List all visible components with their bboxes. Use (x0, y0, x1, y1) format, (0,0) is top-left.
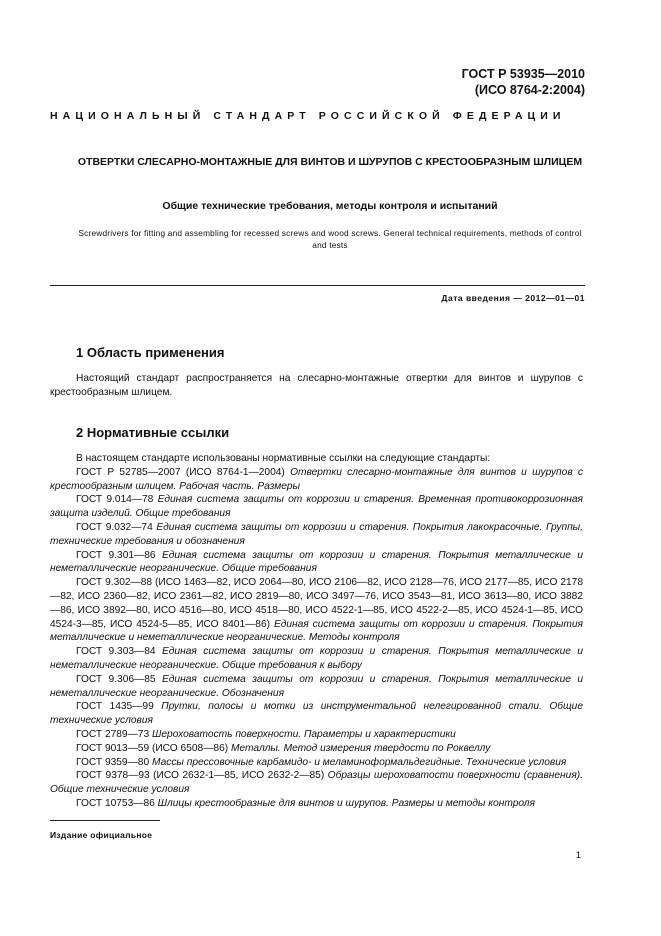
reference-item (50, 769, 583, 797)
reference-code: ГОСТ 9.014—78 (76, 494, 154, 506)
reference-title: Единая система защиты от коррозии и старения. Покрытия металлические и неметаллические неорганические. Обозначения (50, 673, 584, 699)
reference-code: ГОСТ 9.302—88 (ИСО 1463—82, ИСО 2064—80, ИСО 2106—82, ИСО 2128—76, ИСО 2177—85, ИСО 2178—82, ИСО 2360—82, ИСО 2361—82, ИСО 2819—80, ИСО 3497—76, ИСО 3543—81, ИСО 3613—80, ИСО 3882—86, ИСО 3892—80, ИСО 4516—80, ИСО 4518—80, ИСО 4522-1—85, ИСО 4522-2—85, ИСО 4524-1—85, ИСО 4524-3—85, ИСО 4524-5—85, ИСО 8401—86) (50, 577, 583, 630)
introduction-date: Дата введения — 2012—01—01 (441, 293, 585, 303)
reference-item (50, 797, 583, 811)
national-standard-heading: НАЦИОНАЛЬНЫЙ СТАНДАРТ РОССИЙСКОЙ ФЕДЕРАЦИИ (50, 110, 566, 122)
reference-title: Единая система защиты от коррозии и старения. Покрытия металлические и неметаллические неорганические. Общие требования (50, 549, 584, 575)
reference-item (50, 521, 583, 549)
reference-item (50, 576, 583, 645)
reference-title: Прутки, полосы и мотки из инструментальной нелегированной стали. Общие технические условия (50, 701, 583, 727)
section-2-intro: В настоящем стандарте использованы нормативные ссылки на следующие стандарты: (76, 453, 491, 464)
reference-title: Образцы шероховатости поверхности (сравнения). Общие технические условия (50, 770, 583, 796)
reference-item (50, 728, 583, 742)
reference-item (50, 466, 583, 494)
reference-item (50, 700, 583, 728)
reference-title: Шлицы крестообразные для винтов и шурупов. Размеры и методы контроля (157, 797, 535, 809)
reference-item (50, 673, 583, 701)
reference-title: Массы прессовочные карбамидо- и меламиноформальдегидные. Технические условия (151, 756, 567, 768)
reference-title: Единая система защиты от коррозии и старения. Временная противокоррозионная защита изделий. Общие требования (50, 494, 583, 520)
reference-item (50, 549, 583, 577)
reference-code: ГОСТ 9013—59 (ИСО 6508—86) (76, 742, 229, 754)
reference-title: Отвертки слесарно-монтажные для винтов и шурупов с крестообразным шлицем. Рабочая часть. Размеры (50, 466, 583, 492)
footer-divider (50, 820, 160, 821)
reference-item (50, 756, 583, 770)
section-1-text: Настоящий стандарт распространяется на слесарно-монтажные отвертки для винтов и шурупов с крестообразным шлицем. (50, 373, 583, 398)
reference-code: ГОСТ 10753—86 (76, 797, 155, 809)
reference-code: ГОСТ 2789—73 (76, 728, 150, 740)
section-1-heading: 1 Область применения (76, 345, 225, 360)
section-1-body (50, 372, 583, 400)
english-title: Screwdrivers for fitting and assembling for recessed screws and wood screws. General technical requirements, methods of control and tests (78, 228, 582, 250)
title-divider (50, 285, 585, 286)
reference-code: ГОСТ 1435—99 (76, 701, 154, 713)
document-subtitle: Общие технические требования, методы контроля и испытаний (162, 200, 498, 212)
reference-code: ГОСТ 9.306—85 (76, 673, 156, 685)
section-2-body (50, 452, 583, 811)
reference-code: ГОСТ 9359—80 (76, 756, 150, 768)
official-edition-label: Издание официальное (50, 830, 153, 840)
iso-number: (ИСО 8764-2:2004) (474, 83, 585, 97)
reference-title: Металлы. Метод измерения твердости по Роквеллу (230, 742, 491, 754)
reference-code: ГОСТ 9.303—84 (76, 646, 156, 658)
reference-item (50, 493, 583, 521)
reference-code: ГОСТ Р 52785—2007 (ИСО 8764-1—2004) (76, 466, 285, 478)
reference-title: Единая система защиты от коррозии и старения. Покрытия металлические и неметаллические неорганические. Общие требования к выбору (50, 646, 584, 671)
reference-code: ГОСТ 9378—93 (ИСО 2632-1—85, ИСО 2632-2—85) (76, 770, 325, 782)
reference-list (50, 466, 583, 811)
reference-item (50, 742, 583, 756)
page-number: 1 (575, 850, 581, 861)
reference-item (50, 645, 583, 673)
reference-title: Шероховатость поверхности. Параметры и характеристики (151, 728, 456, 740)
document-title: ОТВЕРТКИ СЛЕСАРНО-МОНТАЖНЫЕ ДЛЯ ВИНТОВ И ШУРУПОВ С КРЕСТООБРАЗНЫМ ШЛИЦЕМ (77, 156, 583, 168)
standard-number-block (462, 66, 585, 98)
reference-code: ГОСТ 9.301—86 (76, 549, 156, 561)
reference-title: Единая система защиты от коррозии и старения. Покрытия лакокрасочные. Группы, технические требования и обозначения (50, 521, 584, 547)
reference-title: Единая система защиты от коррозии и старения. Покрытия металлические и неметаллические неорганические. Методы контроля (50, 618, 583, 644)
section-2-heading: 2 Нормативные ссылки (76, 425, 230, 440)
standard-number: ГОСТ Р 53935—2010 (461, 67, 585, 81)
reference-code: ГОСТ 9.032—74 (76, 521, 153, 533)
